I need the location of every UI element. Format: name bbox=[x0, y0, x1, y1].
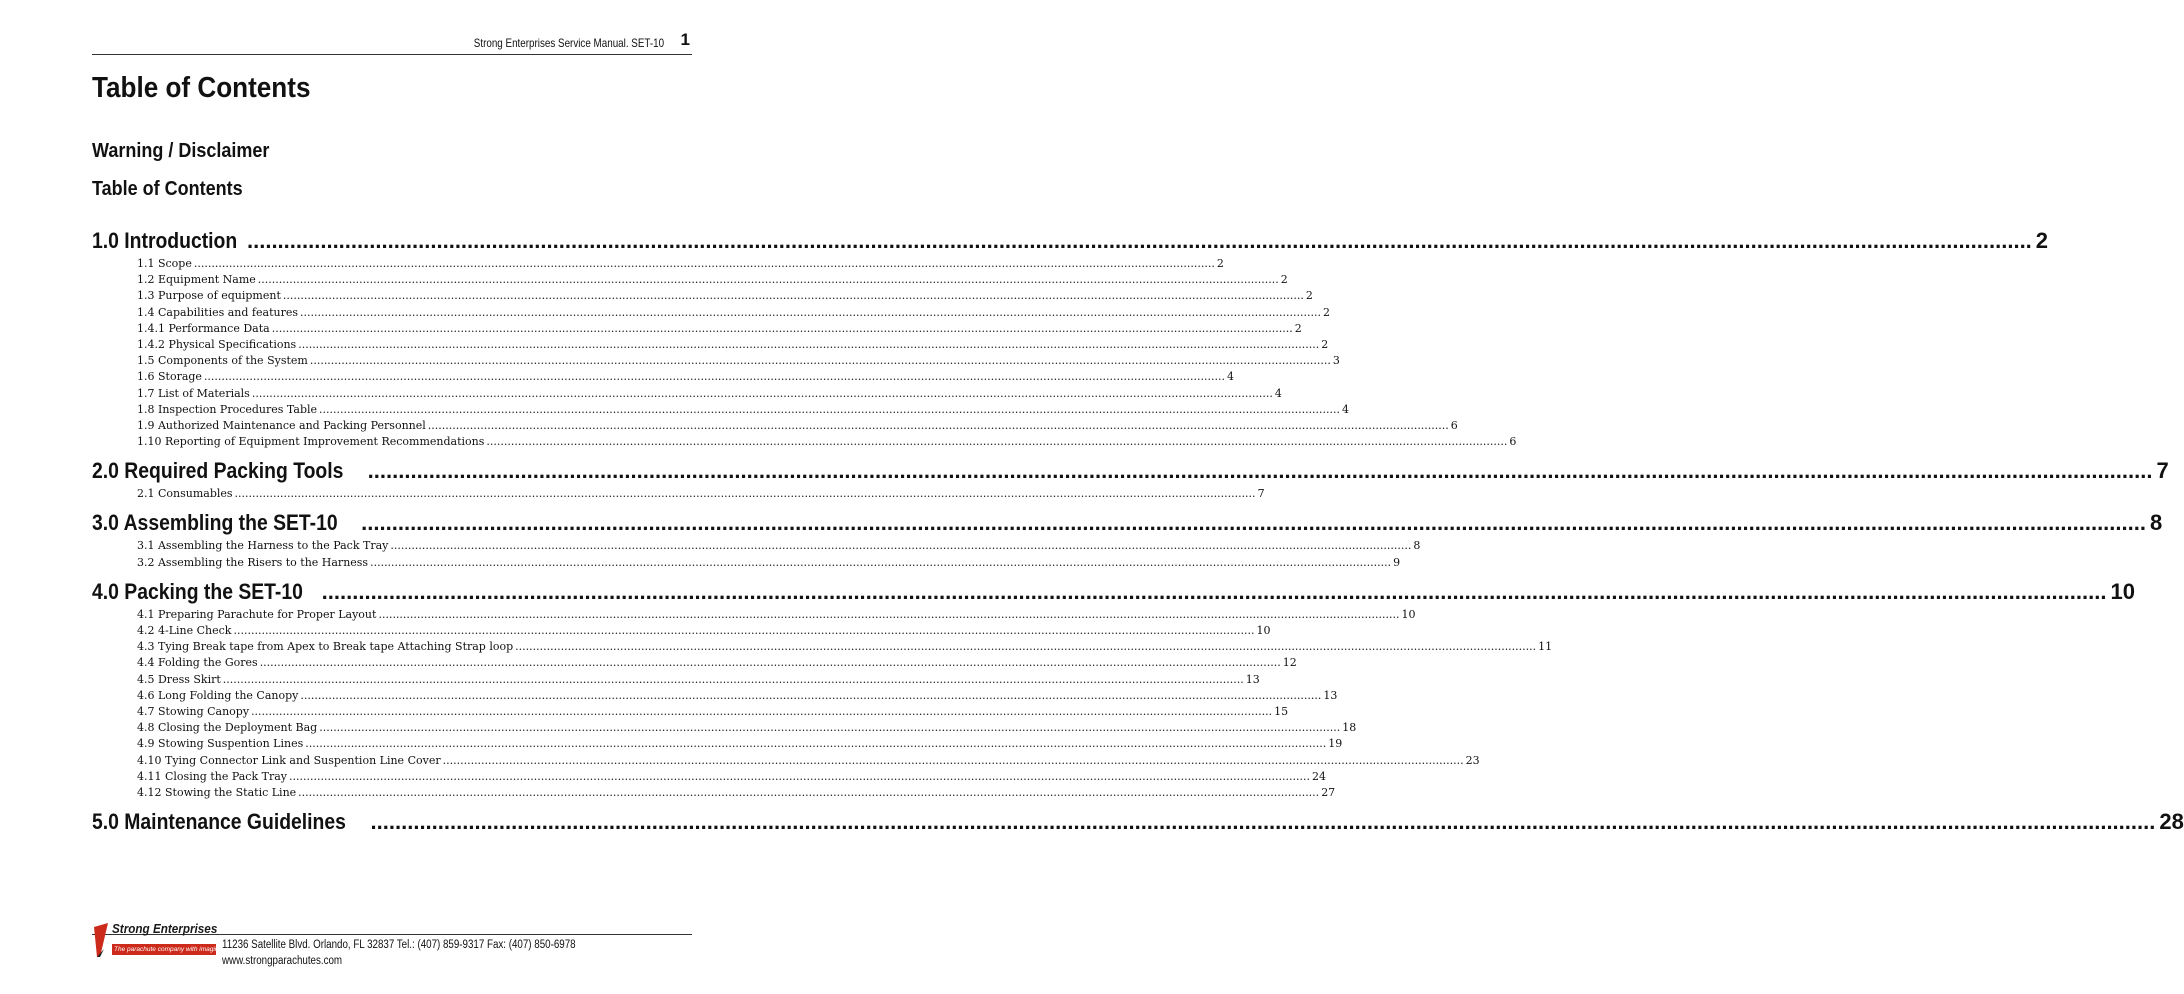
toc-entry-title: 1.3 Purpose of equipment bbox=[137, 289, 281, 303]
toc-entry-page: 3 bbox=[1332, 354, 1340, 368]
toc-entry[interactable] bbox=[137, 434, 1517, 450]
dot-leader bbox=[300, 305, 1321, 321]
toc-entry-title: 4.3 Tying Break tape from Apex to Break tape Attaching Strap loop bbox=[137, 640, 514, 654]
toc-entry[interactable] bbox=[137, 305, 1331, 321]
toc-entry[interactable] bbox=[137, 369, 1234, 385]
dot-leader bbox=[235, 486, 1256, 502]
toc-entry[interactable] bbox=[137, 321, 1302, 337]
toc-section-page: 7 bbox=[2156, 458, 2169, 484]
toc-entry[interactable] bbox=[137, 639, 1553, 655]
dot-leader bbox=[378, 607, 1399, 623]
toc-section-entry[interactable] bbox=[92, 456, 2169, 486]
toc-entry[interactable] bbox=[137, 704, 1289, 720]
dot-leader bbox=[260, 655, 1281, 671]
toc-entry-page: 11 bbox=[1538, 640, 1553, 654]
warning-heading: Warning / Disclaimer bbox=[92, 140, 270, 162]
toc-entry-page: 2 bbox=[1323, 305, 1331, 319]
dot-leader bbox=[283, 288, 1304, 304]
toc-section-title: 1.0 Introduction bbox=[92, 228, 238, 253]
toc-entry-page: 19 bbox=[1328, 737, 1343, 751]
toc-entry-title: 1.5 Components of the System bbox=[137, 354, 308, 368]
dot-leader bbox=[370, 555, 1391, 571]
dot-leader bbox=[319, 402, 1340, 418]
toc-entry-title: 1.9 Authorized Maintenance and Packing Personnel bbox=[137, 418, 426, 432]
page-header bbox=[92, 30, 692, 55]
toc-subsection-list bbox=[92, 538, 1421, 570]
toc-entry[interactable] bbox=[137, 486, 1265, 502]
toc-section-entry[interactable] bbox=[92, 508, 2163, 538]
dot-leader bbox=[298, 785, 1319, 801]
toc-entry-page: 24 bbox=[1312, 769, 1327, 783]
toc-entry-title: 4.4 Folding the Gores bbox=[137, 656, 258, 670]
toc-entry-title: 4.11 Closing the Pack Tray bbox=[137, 769, 287, 783]
logo-name: Strong Enterprises bbox=[112, 921, 218, 936]
page-number: 1 bbox=[680, 30, 690, 49]
toc-entry[interactable] bbox=[137, 785, 1336, 801]
toc-section-page: 10 bbox=[2110, 578, 2135, 604]
toc-section bbox=[92, 807, 2184, 837]
dot-leader bbox=[223, 672, 1244, 688]
toc-entry[interactable] bbox=[137, 607, 1416, 623]
dot-leader bbox=[247, 226, 2032, 256]
toc-entry-page: 9 bbox=[1393, 555, 1401, 569]
toc-entry-page: 2 bbox=[1216, 257, 1224, 270]
toc-entry[interactable] bbox=[137, 753, 1480, 769]
toc-entry-title: 1.4.1 Performance Data bbox=[137, 321, 270, 335]
toc-entry-page: 10 bbox=[1401, 607, 1416, 621]
toc-section-entry[interactable] bbox=[92, 577, 2135, 607]
toc-section-entry[interactable] bbox=[92, 226, 2049, 256]
toc-section-title: 5.0 Maintenance Guidelines bbox=[92, 809, 346, 835]
toc-entry[interactable] bbox=[137, 555, 1401, 571]
dot-leader bbox=[368, 456, 2153, 486]
dot-leader bbox=[300, 688, 1321, 704]
toc-entry-page: 6 bbox=[1450, 418, 1458, 432]
toc-entry-title: 4.7 Stowing Canopy bbox=[137, 704, 250, 718]
dot-leader bbox=[428, 418, 1449, 434]
toc-entry-title: 4.9 Stowing Suspention Lines bbox=[137, 737, 304, 751]
dot-leader bbox=[252, 386, 1273, 402]
toc-entry-title: 3.2 Assembling the Risers to the Harness bbox=[137, 555, 369, 569]
toc-entry[interactable] bbox=[137, 736, 1343, 752]
toc-entry-page: 2 bbox=[1294, 321, 1302, 335]
toc-entry[interactable] bbox=[137, 353, 1340, 369]
toc-entry-title: 4.10 Tying Connector Link and Suspention Line Cover bbox=[137, 753, 441, 767]
toc-entry[interactable] bbox=[137, 337, 1329, 353]
dot-leader bbox=[371, 807, 2156, 837]
toc-entry-page: 13 bbox=[1323, 688, 1338, 702]
toc-entry-title: 4.12 Stowing the Static Line bbox=[137, 785, 297, 799]
toc-entry[interactable] bbox=[137, 288, 1313, 304]
toc-entry-page: 2 bbox=[1280, 273, 1288, 287]
toc-entry-title: 1.2 Equipment Name bbox=[137, 273, 256, 287]
toc-entry[interactable] bbox=[137, 655, 1297, 671]
toc-entry-title: 2.1 Consumables bbox=[137, 487, 233, 501]
dot-leader bbox=[443, 753, 1464, 769]
toc-entry-title: 4.8 Closing the Deployment Bag bbox=[137, 721, 318, 735]
toc-section-entry[interactable] bbox=[92, 807, 2184, 837]
company-logo bbox=[92, 917, 235, 961]
toc-entry-page: 4 bbox=[1342, 402, 1350, 416]
toc-entry-title: 3.1 Assembling the Harness to the Pack Tray bbox=[137, 539, 389, 553]
toc-entry-page: 4 bbox=[1226, 370, 1234, 384]
logo-tagline: The parachute company with imagination. bbox=[114, 946, 235, 953]
toc-entry[interactable] bbox=[137, 769, 1327, 785]
toc-entry-title: 1.7 List of Materials bbox=[137, 386, 250, 400]
footer-address: 11236 Satellite Blvd. Orlando, FL 32837 Tel.: (407) 859-9317 Fax: (407) 850-6978 bbox=[222, 939, 576, 951]
dot-leader bbox=[204, 369, 1225, 385]
toc-entry-title: 1.8 Inspection Procedures Table bbox=[137, 402, 318, 416]
toc-entry-title: 1.6 Storage bbox=[137, 370, 202, 384]
toc-section-page: 2 bbox=[2035, 228, 2049, 253]
toc-entry[interactable] bbox=[137, 402, 1350, 418]
toc-section bbox=[92, 226, 2049, 450]
toc-entry-page: 6 bbox=[1509, 435, 1517, 449]
dot-leader bbox=[251, 704, 1272, 720]
toc-entry-page: 27 bbox=[1321, 785, 1336, 799]
toc-heading: Table of Contents bbox=[92, 178, 243, 200]
dot-leader bbox=[305, 736, 1326, 752]
toc-section bbox=[92, 456, 2169, 502]
dot-leader bbox=[361, 508, 2146, 538]
toc-section-title: 4.0 Packing the SET-10 bbox=[92, 578, 303, 604]
dot-leader bbox=[390, 538, 1411, 554]
toc-entry[interactable] bbox=[137, 672, 1260, 688]
toc-entry-page: 10 bbox=[1256, 624, 1271, 637]
toc-entry[interactable] bbox=[137, 623, 1271, 639]
dot-leader bbox=[258, 272, 1279, 288]
toc-section-title: 2.0 Required Packing Tools bbox=[92, 458, 344, 484]
page-title: Table of Contents bbox=[92, 72, 311, 104]
toc-section bbox=[92, 508, 2163, 570]
toc-entry-page: 23 bbox=[1465, 753, 1480, 767]
toc-entry-title: 4.1 Preparing Parachute for Proper Layout bbox=[137, 607, 377, 621]
dot-leader bbox=[310, 353, 1331, 369]
toc-entry[interactable] bbox=[137, 688, 1338, 704]
header-title: Strong Enterprises Service Manual. SET-10 bbox=[473, 36, 664, 50]
toc-entry-page: 7 bbox=[1257, 487, 1265, 501]
toc-entry-title: 1.4.2 Physical Specifications bbox=[137, 337, 297, 351]
toc-entry[interactable] bbox=[137, 720, 1357, 736]
toc-entry-title: 1.1 Scope bbox=[137, 257, 192, 270]
toc-entry[interactable] bbox=[137, 256, 1224, 272]
toc-subsection-list bbox=[92, 486, 1265, 502]
toc-entry-page: 2 bbox=[1305, 289, 1313, 303]
toc-entry-title: 1.4 Capabilities and features bbox=[137, 305, 298, 319]
toc-entry-page: 18 bbox=[1342, 721, 1357, 735]
toc-subsection-list bbox=[92, 607, 1553, 801]
toc-entry-title: 4.6 Long Folding the Canopy bbox=[137, 688, 299, 702]
toc-entry-page: 12 bbox=[1282, 656, 1297, 670]
toc-entry-page: 4 bbox=[1274, 386, 1282, 400]
toc-section bbox=[92, 577, 2135, 801]
toc-entry-title: 1.10 Reporting of Equipment Improvement Recommendations bbox=[137, 435, 485, 449]
dot-leader bbox=[322, 577, 2107, 607]
toc-entry[interactable] bbox=[137, 538, 1421, 554]
toc-subsection-list bbox=[92, 256, 1517, 450]
toc-entry-title: 4.2 4-Line Check bbox=[137, 624, 232, 637]
table-of-contents bbox=[92, 226, 2184, 843]
dot-leader bbox=[319, 720, 1340, 736]
dot-leader bbox=[194, 256, 1215, 272]
footer-website: www.strongparachutes.com bbox=[222, 955, 343, 967]
toc-section-title: 3.0 Assembling the SET-10 bbox=[92, 510, 338, 536]
dot-leader bbox=[233, 623, 1254, 639]
dot-leader bbox=[298, 337, 1319, 353]
dot-leader bbox=[486, 434, 1507, 450]
toc-entry-page: 13 bbox=[1245, 672, 1260, 686]
toc-entry-page: 15 bbox=[1274, 704, 1289, 718]
toc-entry-page: 2 bbox=[1321, 337, 1329, 351]
dot-leader bbox=[272, 321, 1293, 337]
toc-section-page: 8 bbox=[2149, 510, 2163, 536]
toc-section-page: 28 bbox=[2159, 809, 2184, 835]
dot-leader bbox=[515, 639, 1536, 655]
toc-entry[interactable] bbox=[137, 418, 1458, 434]
toc-entry-page: 8 bbox=[1413, 539, 1421, 553]
toc-entry[interactable] bbox=[137, 386, 1282, 402]
toc-entry[interactable] bbox=[137, 272, 1288, 288]
toc-entry-title: 4.5 Dress Skirt bbox=[137, 672, 221, 686]
dot-leader bbox=[289, 769, 1310, 785]
